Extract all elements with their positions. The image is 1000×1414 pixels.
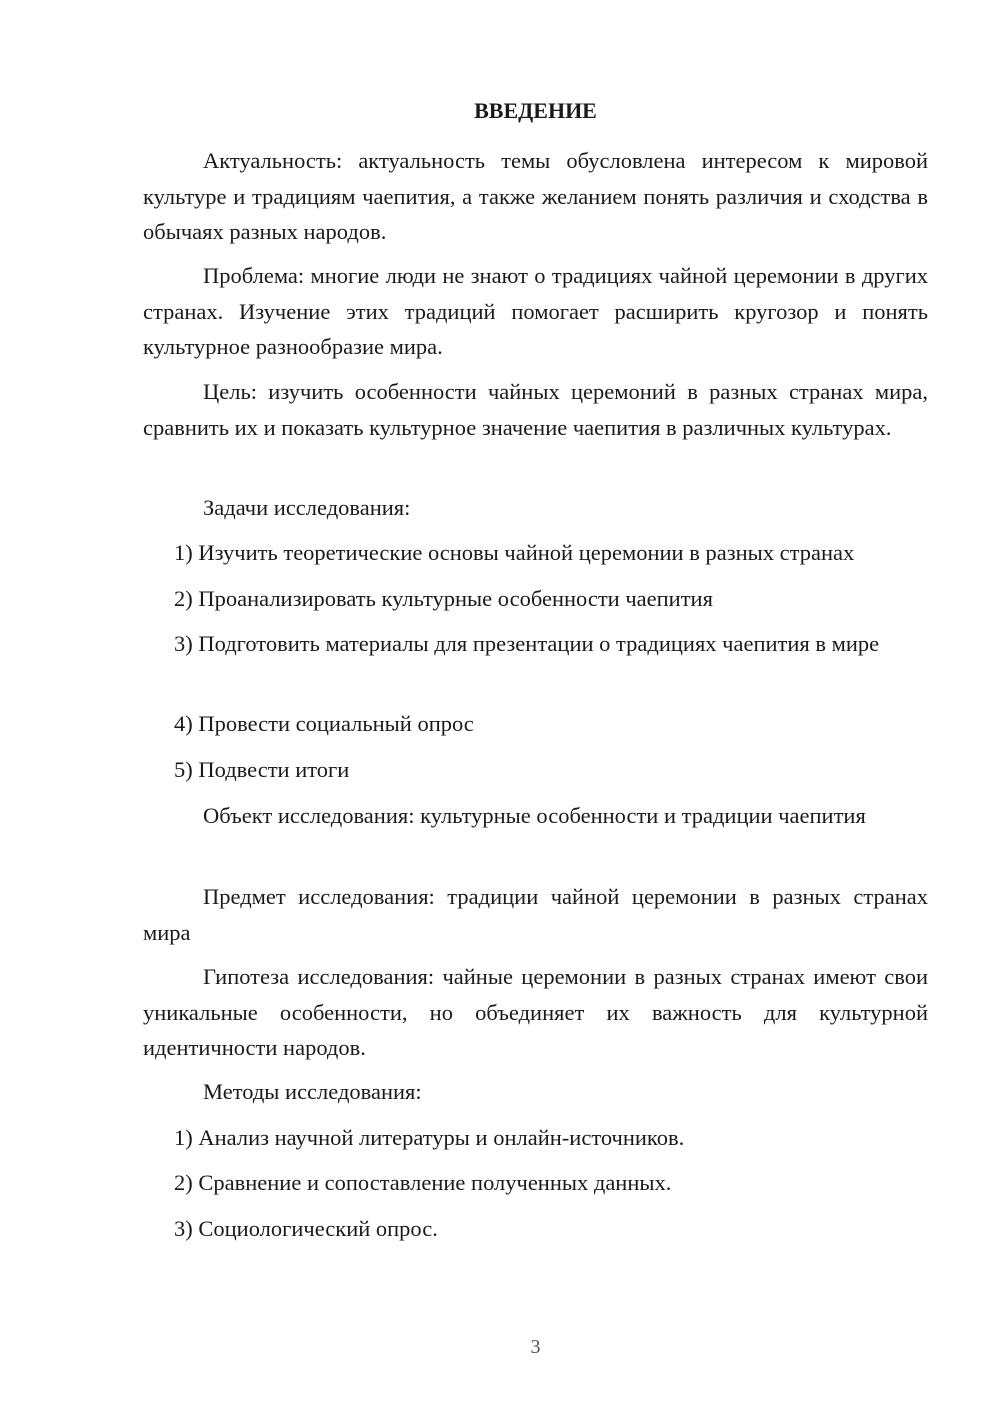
paragraph-goal: Цель: изучить особенности чайных церемоний в разных странах мира, сравнить их и показать культурное значение чаепития в различных культурах. — [143, 379, 928, 440]
page-number: 3 — [530, 1336, 541, 1358]
list-item-task-4: 4) Провести социальный опрос — [174, 711, 474, 736]
list-item-task-1: 1) Изучить теоретические основы чайной церемонии в разных странах — [174, 540, 855, 565]
paragraph-problem: Проблема: многие люди не знают о традициях чайной церемонии в других странах. Изучение этих традиций помогает расширить кругозор и понять культурное разнообразие мира. — [143, 263, 928, 359]
list-item-method-3: 3) Социологический опрос. — [174, 1216, 438, 1241]
document-page — [143, 0, 928, 1414]
list-item-method-2: 2) Сравнение и сопоставление полученных данных. — [174, 1170, 672, 1195]
list-item-task-2: 2) Проанализировать культурные особенности чаепития — [174, 586, 713, 611]
section-title: ВВЕДЕНИЕ — [474, 98, 597, 123]
paragraph-subject: Предмет исследования: традиции чайной церемонии в разных странах мира — [143, 884, 928, 945]
paragraph-methods-heading: Методы исследования: — [203, 1079, 422, 1104]
list-item-task-3: 3) Подготовить материалы для презентации о традициях чаепития в мире — [174, 631, 880, 656]
list-item-method-1: 1) Анализ научной литературы и онлайн-источников. — [174, 1125, 685, 1150]
paragraph-tasks-heading: Задачи исследования: — [203, 495, 411, 520]
paragraph-relevance: Актуальность: актуальность темы обусловлена интересом к мировой культуре и традициям чаепития, а также желанием понять различия и сходства в обычаях разных народов. — [143, 148, 928, 244]
paragraph-object: Объект исследования: культурные особенности и традиции чаепития — [203, 803, 866, 828]
paragraph-hypothesis: Гипотеза исследования: чайные церемонии в разных странах имеют свои уникальные особенности, но объединяет их важность для культурной идентичности народов. — [143, 964, 928, 1060]
list-item-task-5: 5) Подвести итоги — [174, 757, 350, 782]
